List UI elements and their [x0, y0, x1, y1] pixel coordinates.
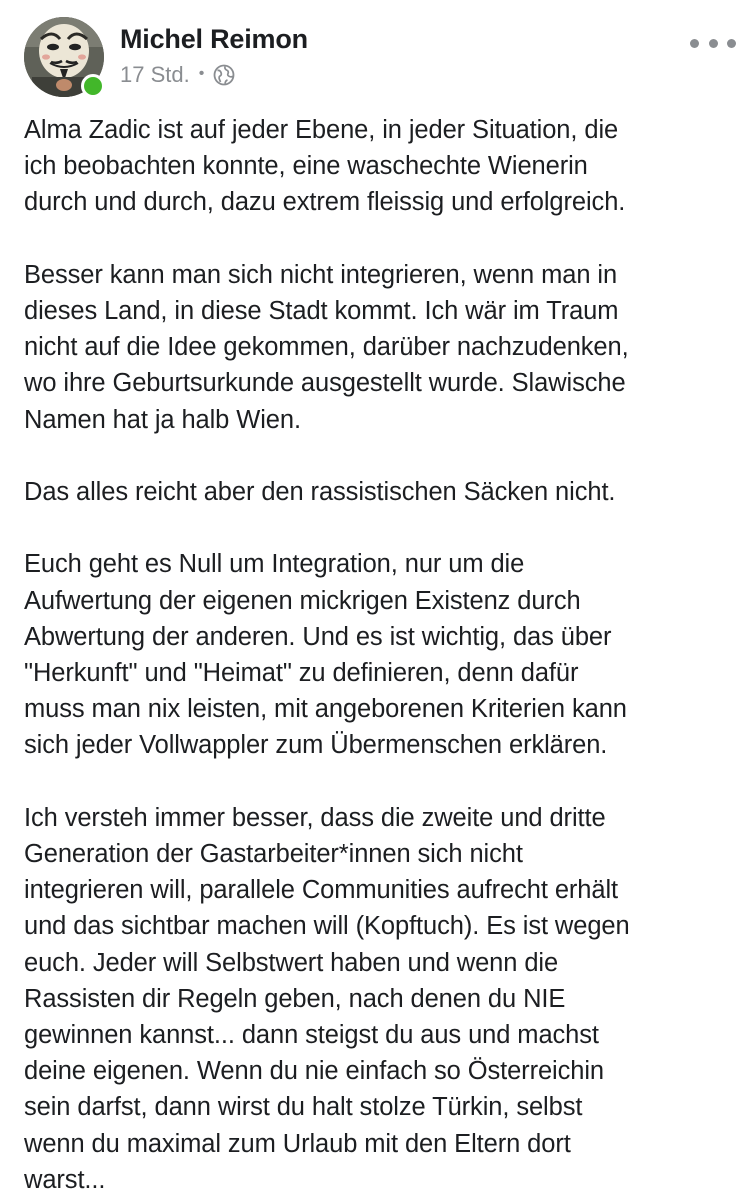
online-status-indicator	[81, 74, 105, 98]
post-paragraph: Euch geht es Null um Integration, nur um die Aufwertung der eigenen mickrigen Existenz durch Abwertung der anderen. Und es ist wichtig, das über "Herkunft" und "Heimat" zu definieren, denn dafür muss man nix leisten, mit angeborenen Kriterien kann sich jeder Vollwappler zum Übermenschen erklären.	[24, 550, 627, 760]
post-paragraph: Besser kann man sich nicht integrieren, wenn man in dieses Land, in diese Stadt kommt. Ich wär im Traum nicht auf die Idee gekommen, darüber nachzudenken, wo ihre Geburtsurkunde ausgestellt wurde. Slawische Namen hat ja halb Wien.	[24, 260, 629, 434]
post-timestamp[interactable]: 17 Std.	[120, 62, 190, 87]
post-text	[24, 112, 736, 1198]
post-paragraph: Alma Zadic ist auf jeder Ebene, in jeder Situation, die ich beobachten konnte, eine waschechte Wienerin durch und durch, dazu extrem fleissig und erfolgreich.	[24, 116, 626, 217]
author-name[interactable]: Michel Reimon	[120, 24, 308, 54]
profile-avatar[interactable]	[24, 17, 104, 97]
more-options-button[interactable]	[690, 30, 736, 56]
meta-separator: •	[198, 65, 205, 82]
more-options-dot	[727, 39, 736, 48]
post-paragraph: Ich versteh immer besser, dass die zweite und dritte Generation der Gastarbeiter*innen sich nicht integrieren will, parallele Communities aufrecht erhält und das sichtbar machen will (Kopftuch). Es ist wegen euch. Jeder will Selbstwert haben und wenn die Rassisten dir Regeln geben, nach denen du NIE gewinnen kannst... dann steigst du aus und machst deine eigenen. Wenn du nie einfach so Österreichin sein darfst, dann wirst du halt stolze Türkin, selbst wenn du maximal zum Urlaub mit den Eltern dort warst...	[24, 803, 630, 1194]
post-meta	[120, 61, 235, 89]
more-options-dot	[709, 39, 718, 48]
post-header	[0, 0, 753, 110]
post-paragraph: Das alles reicht aber den rassistischen Säcken nicht.	[24, 478, 616, 506]
globe-icon[interactable]	[213, 64, 235, 86]
more-options-icon	[690, 39, 699, 48]
